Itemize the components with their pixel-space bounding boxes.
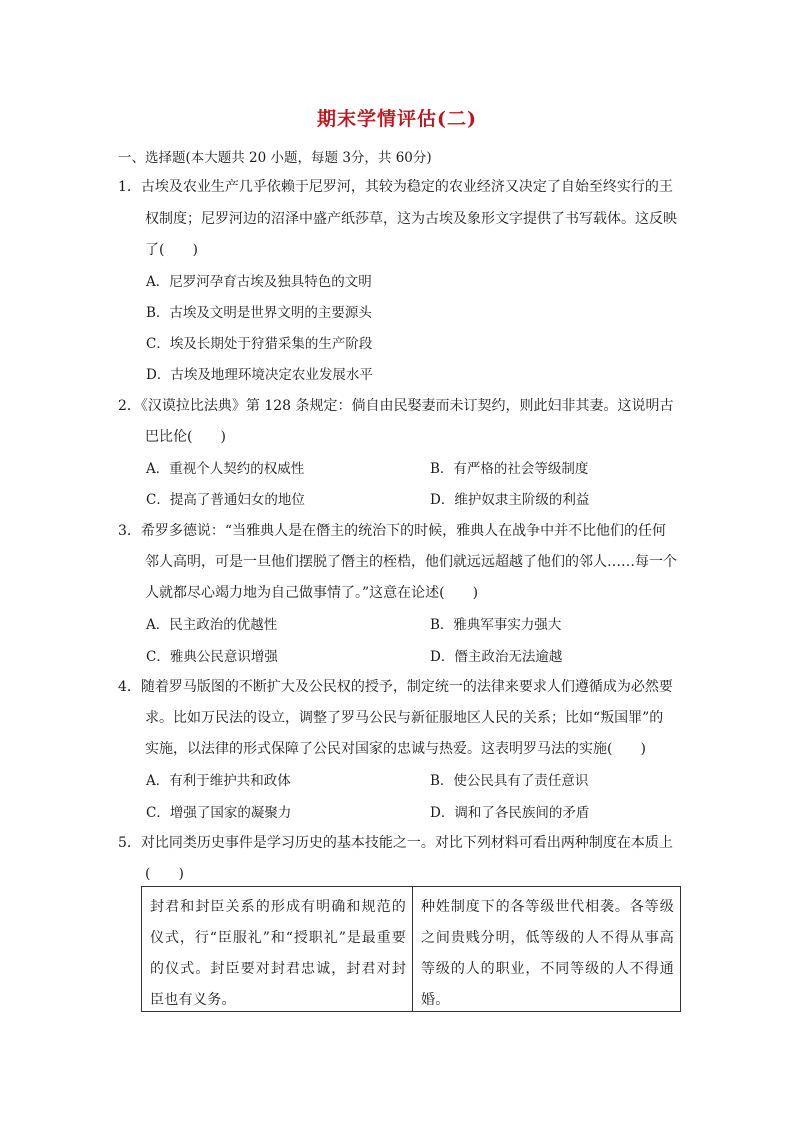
question-3-line-3: 人就都尽心竭力地为自己做事情了。”这意在论述( ) [145, 585, 479, 601]
question-3-option-a: A．民主政治的优越性 [146, 617, 278, 633]
page-title: 期末学情评估(二) [317, 108, 477, 130]
question-2-option-c: C．提高了普通妇女的地位 [146, 492, 305, 508]
question-2-option-d: D．维护奴隶主阶级的利益 [430, 492, 590, 508]
question-2-line-2: 巴比伦( ) [145, 429, 226, 445]
section-heading: 一、选择题(本大题共 20 小题，每题 3分，共 60分) [118, 150, 432, 166]
question-5-line-2: ( ) [145, 866, 184, 882]
question-4-option-c: C．增强了国家的凝聚力 [146, 805, 292, 821]
question-3-line-2: 邻人高明，可是一旦他们摆脱了僭主的桎梏，他们就远远超越了他们的邻人……每一个 [145, 554, 677, 570]
question-4-option-a: A．有利于维护共和政体 [146, 773, 291, 789]
question-1-option-a: A．尼罗河孕育古埃及独具特色的文明 [146, 274, 372, 290]
question-4-line-1: 4．随着罗马版图的不断扩大及公民权的授予，制定统一的法律来要求人们遵循成为必然要 [118, 679, 673, 695]
question-2-option-b: B．有严格的社会等级制度 [430, 461, 589, 477]
question-5-line-1: 5．对比同类历史事件是学习历史的基本技能之一。对比下列材料可看出两种制度在本质上 [118, 835, 673, 851]
question-4-line-3: 实施，以法律的形式保障了公民对国家的忠诚与热爱。这表明罗马法的实施( ) [145, 741, 646, 757]
question-1-option-d: D．古埃及地理环境决定农业发展水平 [146, 367, 373, 383]
table-cell-caste: 种姓制度下的各等级世代相袭。各等级之间贵贱分明，低等级的人不得从事高等级的人的职业，不同等级的人不得通婚。 [421, 899, 674, 1008]
table-cell-feudal: 封君和封臣关系的形成有明确和规范的仪式，行“臣服礼”和“授职礼”是最重要的仪式。封臣要对封君忠诚，封君对封臣也有义务。 [142, 887, 413, 1011]
question-3-line-1: 3．希罗多德说：“当雅典人是在僭主的统治下的时候，雅典人在战争中并不比他们的任何 [118, 523, 667, 539]
question-4-option-b: B．使公民具有了责任意识 [430, 773, 589, 789]
question-2-line-1: 2．《汉谟拉比法典》第 128 条规定：倘自由民娶妻而未订契约，则此妇非其妻。这说明古 [118, 398, 674, 414]
question-4-option-d: D．调和了各民族间的矛盾 [430, 805, 590, 821]
question-4-line-2: 求。比如万民法的设立，调整了罗马公民与新征服地区人民的关系；比如“叛国罪”的 [145, 710, 664, 726]
question-3-option-b: B．雅典军事实力强大 [430, 617, 562, 633]
question-2-option-a: A．重视个人契约的权威性 [146, 461, 305, 477]
question-1-option-b: B．古埃及文明是世界文明的主要源头 [146, 305, 372, 321]
question-1-line-1: 1．古埃及农业生产几乎依赖于尼罗河，其较为稳定的农业经济又决定了自始至终实行的王 [118, 179, 673, 195]
comparison-table [141, 886, 681, 1012]
question-1-option-c: C．埃及长期处于狩猎采集的生产阶段 [146, 336, 373, 352]
question-1-line-2: 权制度；尼罗河边的沼泽中盛产纸莎草，这为古埃及象形文字提供了书写载体。这反映 [145, 211, 677, 227]
question-3-option-c: C．雅典公民意识增强 [146, 649, 278, 665]
question-1-line-3: 了( ) [145, 242, 198, 258]
question-3-option-d: D．僭主政治无法逾越 [430, 649, 563, 665]
